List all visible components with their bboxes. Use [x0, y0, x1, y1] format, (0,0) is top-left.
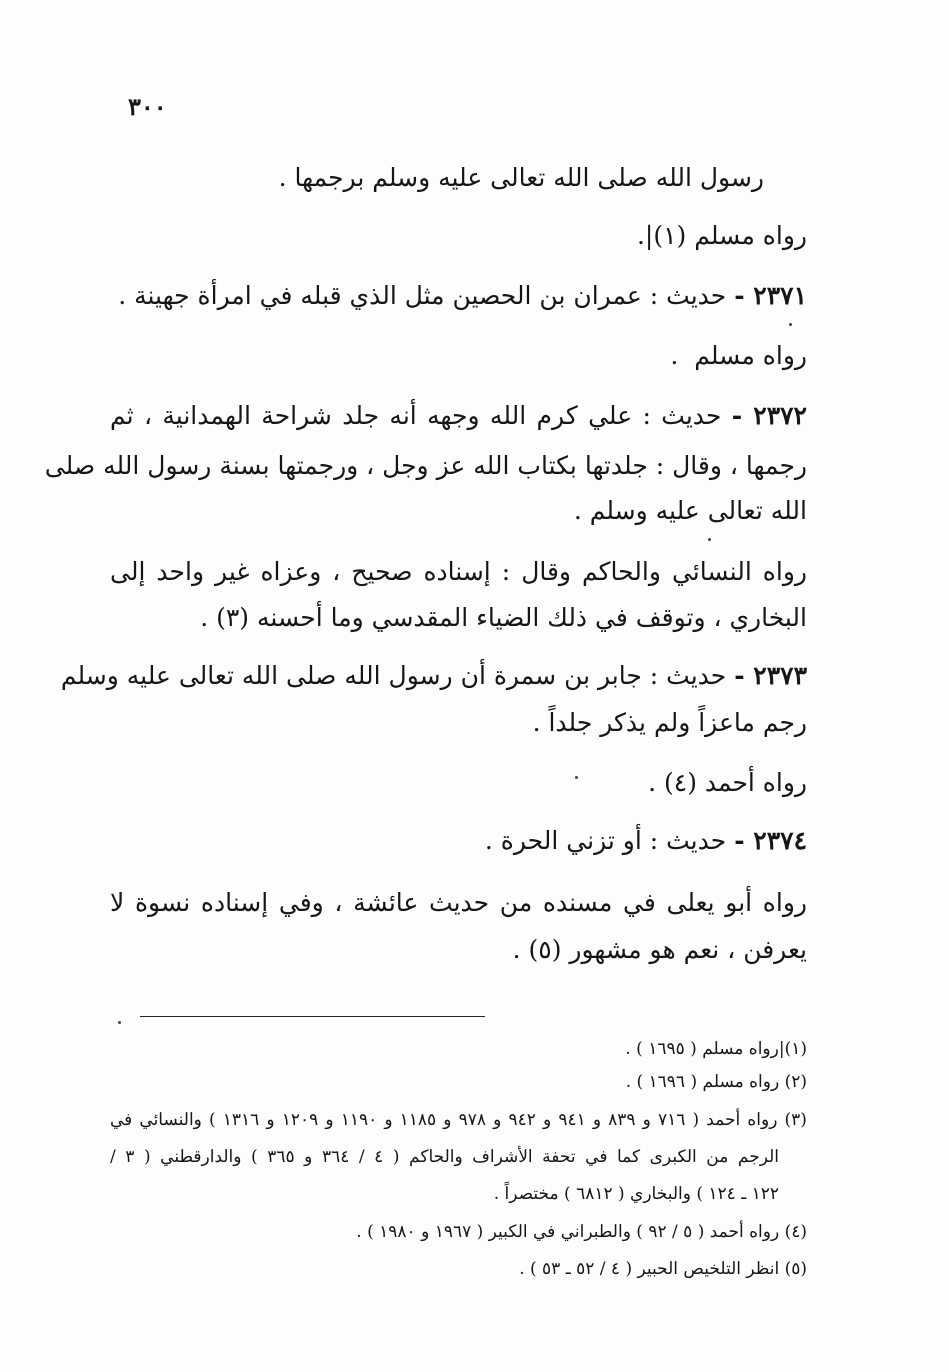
body-line: [110, 552, 807, 592]
hadith-number: ٢٣٧٣ -: [734, 661, 807, 690]
line-text: رجم ماعزاً ولم يذكر جلداً .: [532, 708, 807, 737]
line-text: رجمها ، وقال : جلدتها بكتاب الله عز وجل ، ورجمتها بسنة رسول الله صلى: [44, 451, 807, 480]
line-text: رسول الله صلى الله تعالى عليه وسلم برجمها .: [278, 163, 764, 192]
body-line: [670, 336, 807, 376]
hadith-heading: [60, 656, 807, 696]
hadith-number: ٢٣٧٤ -: [734, 826, 807, 855]
scan-speck: [789, 323, 792, 326]
scan-speck: [575, 776, 578, 779]
line-text: رواه مسلم (١)|.: [636, 221, 807, 250]
hadith-heading: [485, 821, 807, 861]
body-line: [279, 158, 764, 198]
body-line: [513, 930, 807, 970]
page-number: ٣٠٠: [128, 92, 167, 121]
footnote-line: ١٢٢ ـ ١٢٤ ) والبخاري ( ٦٨١٢ ) مختصراً .: [493, 1184, 779, 1204]
scan-speck: [708, 538, 711, 541]
hadith-heading: [110, 396, 807, 436]
line-text: يعرفن ، نعم هو مشهور (٥) .: [512, 935, 807, 964]
footnote-separator: [140, 1016, 485, 1017]
line-text: البخاري ، وتوقف في ذلك الضياء المقدسي وما أحسنه (٣) .: [200, 603, 807, 632]
line-text: حديث : عمران بن الحصين مثل الذي قبله في امرأة جهينة .: [118, 281, 727, 310]
hadith-number: ٢٣٧٢ -: [731, 401, 807, 430]
body-line: [200, 598, 807, 638]
body-line: [110, 883, 807, 923]
footnote-line: (٢) رواه مسلم ( ١٦٩٦ ) .: [625, 1072, 807, 1092]
body-line: [44, 446, 807, 486]
footnote-line: (٤) رواه أحمد ( ٥ / ٩٢ ) والطبراني في الكبير ( ١٩٦٧ و ١٩٨٠ ) .: [356, 1222, 807, 1242]
scan-speck: [118, 1021, 121, 1024]
line-text: حديث : أو تزني الحرة .: [484, 826, 727, 855]
body-line: [533, 703, 807, 743]
footnote-line: الرجم من الكبرى كما في تحفة الأشراف والحاكم ( ٤ / ٣٦٤ و ٣٦٥ ) والدارقطني ( ٣ /: [110, 1147, 779, 1167]
body-line: [637, 216, 807, 256]
line-text: الله تعالى عليه وسلم .: [573, 496, 807, 525]
footnote-line: (٣) رواه أحمد ( ٧١٦ و ٨٣٩ و ٩٤١ و ٩٤٢ و ٩٧٨ و ١١٨٥ و ١١٩٠ و ١٢٠٩ و ١٣١٦ ) والنسائي في: [110, 1110, 807, 1130]
line-text: رواه أبو يعلى في مسنده من حديث عائشة ، وفي إسناده نسوة لا: [110, 888, 807, 917]
line-text: حديث : جابر بن سمرة أن رسول الله صلى الله تعالى عليه وسلم: [60, 661, 727, 690]
line-text: رواه أحمد (٤) .: [648, 768, 807, 797]
line-text: رواه مسلم ‌ .: [670, 341, 807, 370]
body-line: [648, 763, 807, 803]
hadith-number: ٢٣٧١ -: [734, 281, 807, 310]
footnote-line: (١)|رواه مسلم ( ١٦٩٥ ) .: [625, 1039, 807, 1059]
hadith-heading: [118, 276, 807, 316]
line-text: حديث : علي كرم الله وجهه أنه جلد شراحة الهمدانية ، ثم: [110, 401, 722, 430]
footnote-line: (٥) انظر التلخيص الحبير ( ٤ / ٥٢ ـ ٥٣ ) .: [519, 1259, 807, 1279]
line-text: رواه النسائي والحاكم وقال : إسناده صحيح ، وعزاه غير واحد إلى: [110, 557, 807, 586]
body-line: [574, 491, 807, 531]
